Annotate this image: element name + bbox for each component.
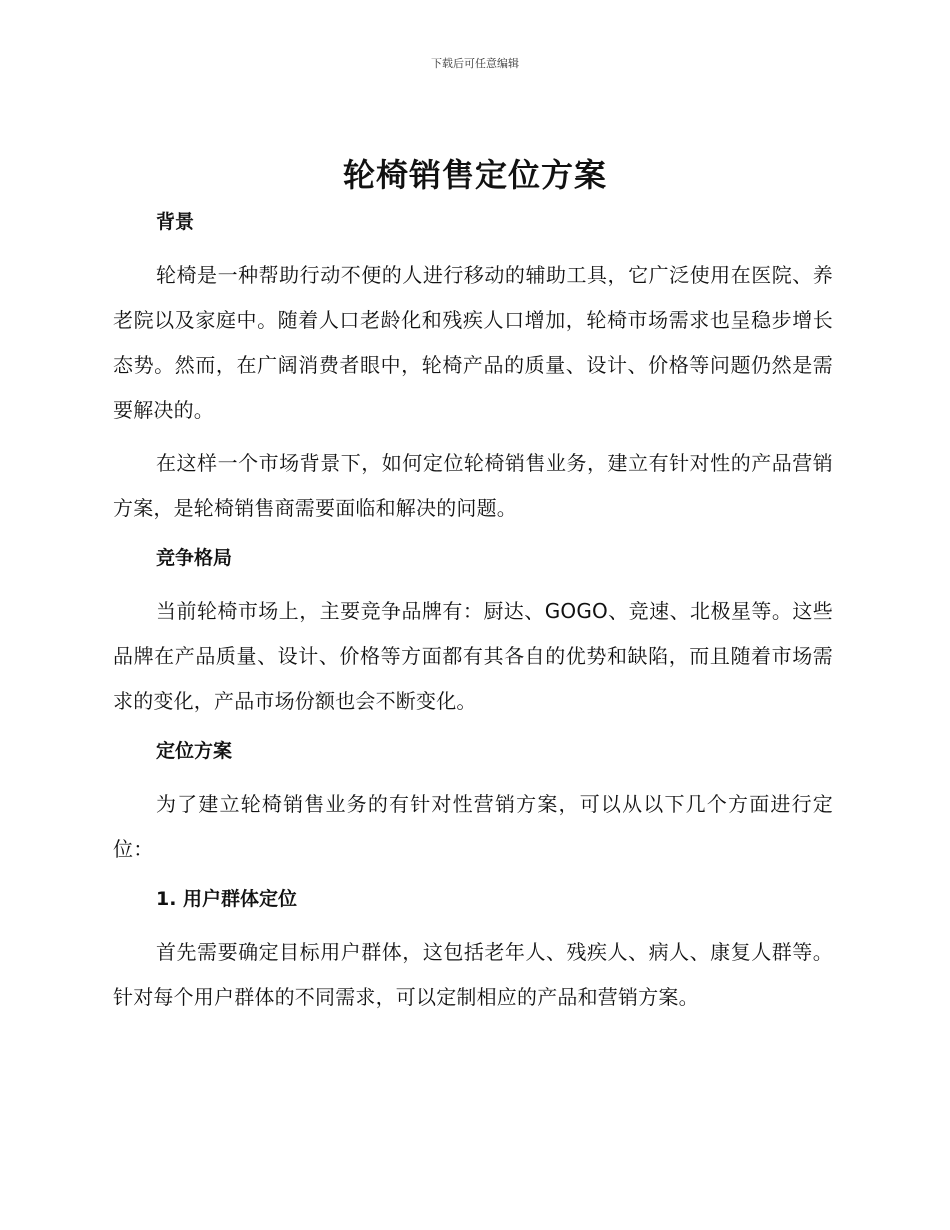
section-heading-positioning: 定位方案 xyxy=(156,740,233,762)
paragraph: 轮椅是一种帮助行动不便的人进行移动的辅助工具，它广泛使用在医院、养老院以及家庭中。随着人口老龄化和残疾人口增加，轮椅市场需求也呈稳步增长态势。然而，在广阔消费者眼中，轮椅产品的质量、设计、价格等问题仍然是需要解决的。 xyxy=(113,263,833,422)
section-heading-user-group: 1. 用户群体定位 xyxy=(156,888,298,910)
document-body xyxy=(113,203,833,1020)
paragraph: 首先需要确定目标用户群体，这包括老年人、残疾人、病人、康复人群等。针对每个用户群体的不同需求，可以定制相应的产品和营销方案。 xyxy=(113,940,833,1009)
section-heading-competition: 竞争格局 xyxy=(156,547,233,569)
section-heading-background: 背景 xyxy=(156,211,195,233)
document-title: 轮椅销售定位方案 xyxy=(342,156,607,194)
paragraph: 在这样一个市场背景下，如何定位轮椅销售业务，建立有针对性的产品营销方案，是轮椅销售商需要面临和解决的问题。 xyxy=(113,451,833,520)
paragraph: 为了建立轮椅销售业务的有针对性营销方案，可以从以下几个方面进行定位： xyxy=(113,792,833,861)
header-note: 下载后可任意编辑 xyxy=(431,57,519,70)
paragraph: 当前轮椅市场上，主要竞争品牌有：厨达、GOGO、竞速、北极星等。这些品牌在产品质量、设计、价格等方面都有其各自的优势和缺陷，而且随着市场需求的变化，产品市场份额也会不断变化。 xyxy=(113,599,833,713)
